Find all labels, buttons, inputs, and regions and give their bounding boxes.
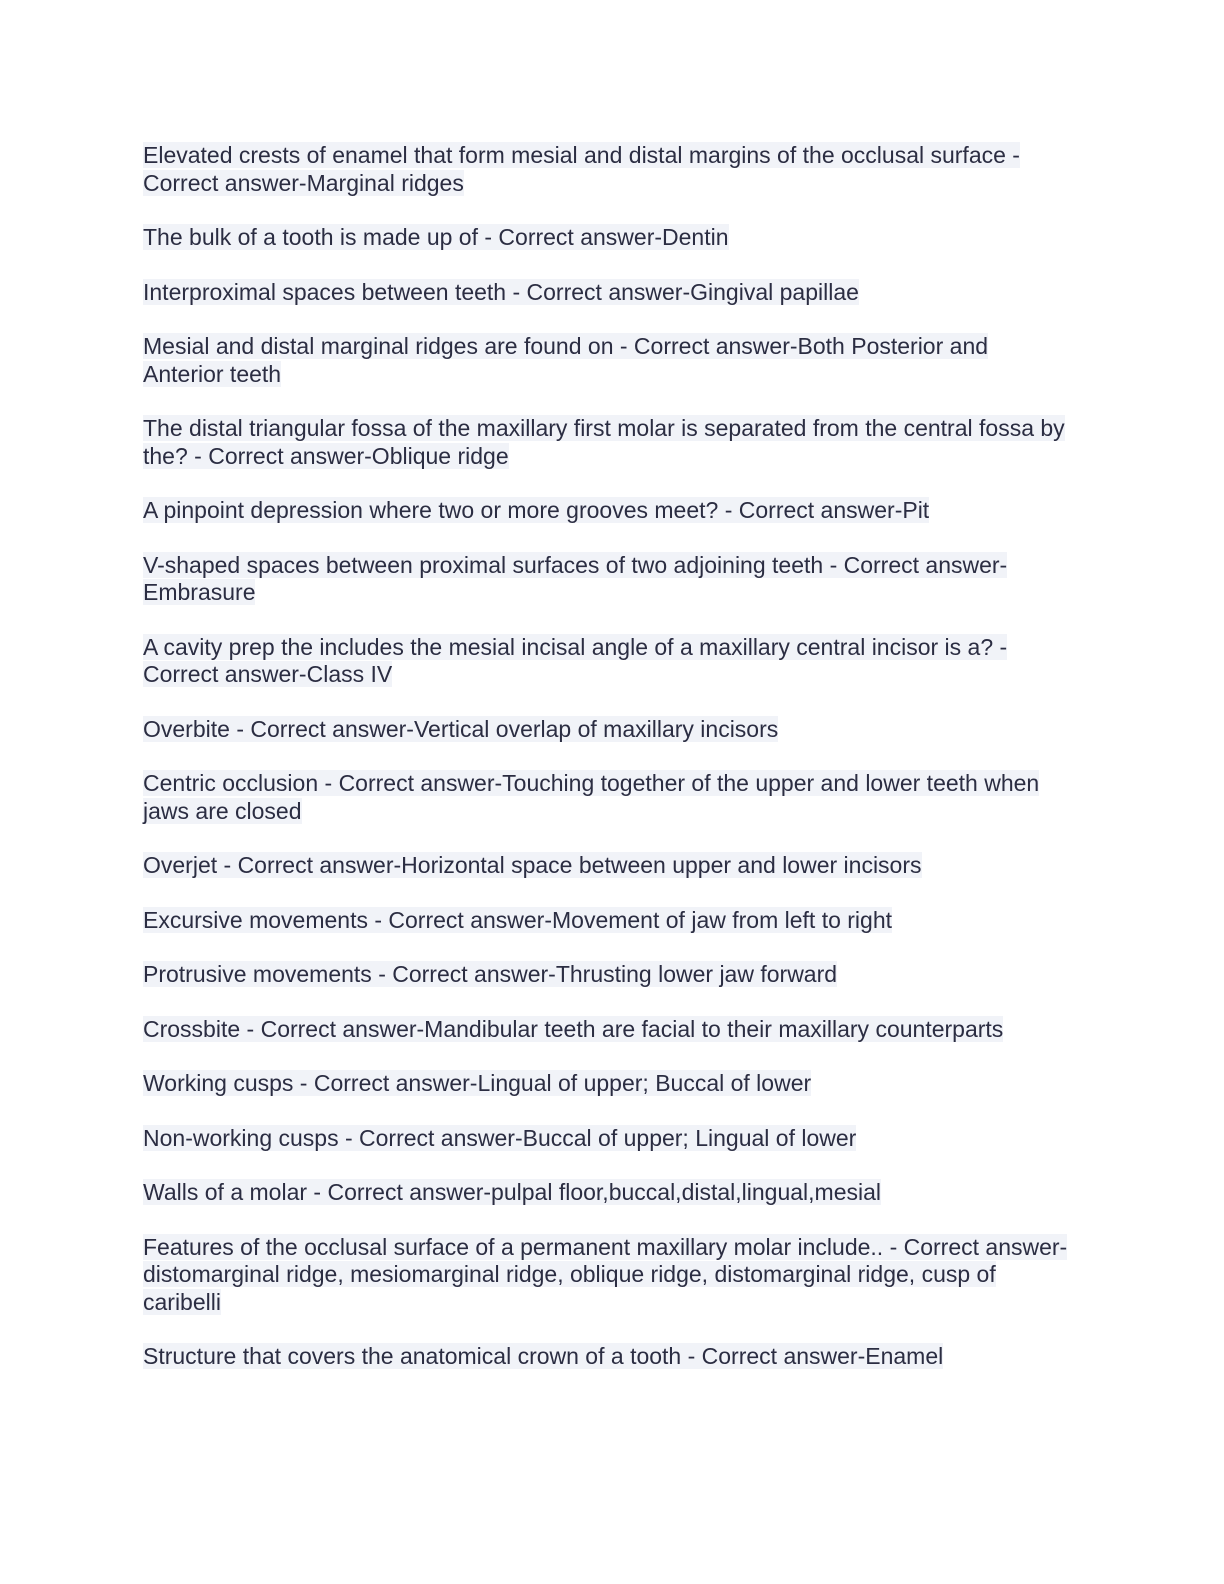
qa-item <box>143 770 1073 825</box>
qa-item <box>143 1179 1073 1207</box>
qa-item <box>143 1016 1073 1044</box>
qa-text: Features of the occlusal surface of a permanent maxillary molar include.. - Correct answer-distomarginal ridge, mesiomarginal ridge, oblique ridge, distomarginal ridge, cusp of caribelli <box>143 1233 1068 1315</box>
qa-item <box>143 907 1073 935</box>
qa-item <box>143 333 1073 388</box>
qa-item <box>143 1070 1073 1098</box>
qa-item <box>143 961 1073 989</box>
document-page <box>143 142 1073 1398</box>
qa-item <box>143 279 1073 307</box>
qa-item <box>143 142 1073 197</box>
qa-text: Overjet - Correct answer-Horizontal space between upper and lower incisors <box>143 852 922 878</box>
qa-item <box>143 224 1073 252</box>
qa-text: A cavity prep the includes the mesial incisal angle of a maxillary central incisor is a? - Correct answer-Class IV <box>143 633 1008 687</box>
qa-item <box>143 634 1073 689</box>
qa-text: Elevated crests of enamel that form mesial and distal margins of the occlusal surface - Correct answer-Marginal ridges <box>143 142 1020 196</box>
qa-text: Centric occlusion - Correct answer-Touching together of the upper and lower teeth when jaws are closed <box>143 770 1040 824</box>
qa-text: The distal triangular fossa of the maxillary first molar is separated from the central fossa by the? - Correct answer-Oblique ridge <box>143 415 1065 469</box>
qa-text: Crossbite - Correct answer-Mandibular teeth are facial to their maxillary counterparts <box>143 1015 1004 1042</box>
qa-text: Non-working cusps - Correct answer-Buccal of upper; Lingual of lower <box>143 1124 857 1151</box>
qa-text: The bulk of a tooth is made up of - Correct answer-Dentin <box>143 224 729 250</box>
qa-text: Structure that covers the anatomical crown of a tooth - Correct answer-Enamel <box>143 1343 944 1369</box>
qa-text: A pinpoint depression where two or more grooves meet? - Correct answer-Pit <box>143 497 930 523</box>
qa-item <box>143 852 1073 880</box>
qa-item <box>143 1343 1073 1371</box>
qa-text: Overbite - Correct answer-Vertical overlap of maxillary incisors <box>143 715 779 742</box>
qa-text: Interproximal spaces between teeth - Correct answer-Gingival papillae <box>143 278 859 305</box>
qa-item <box>143 552 1073 607</box>
qa-item <box>143 415 1073 470</box>
qa-text: Walls of a molar - Correct answer-pulpal floor,buccal,distal,lingual,mesial <box>143 1179 881 1205</box>
qa-item <box>143 716 1073 744</box>
qa-text: V-shaped spaces between proximal surfaces of two adjoining teeth - Correct answer-Embrasure <box>143 551 1008 605</box>
qa-text: Mesial and distal marginal ridges are found on - Correct answer-Both Posterior and Anterior teeth <box>143 333 989 387</box>
qa-text: Protrusive movements - Correct answer-Thrusting lower jaw forward <box>143 961 838 987</box>
qa-item <box>143 497 1073 525</box>
qa-item <box>143 1234 1073 1317</box>
qa-text: Excursive movements - Correct answer-Movement of jaw from left to right <box>143 906 893 933</box>
qa-text: Working cusps - Correct answer-Lingual of upper; Buccal of lower <box>143 1070 812 1096</box>
qa-item <box>143 1125 1073 1153</box>
